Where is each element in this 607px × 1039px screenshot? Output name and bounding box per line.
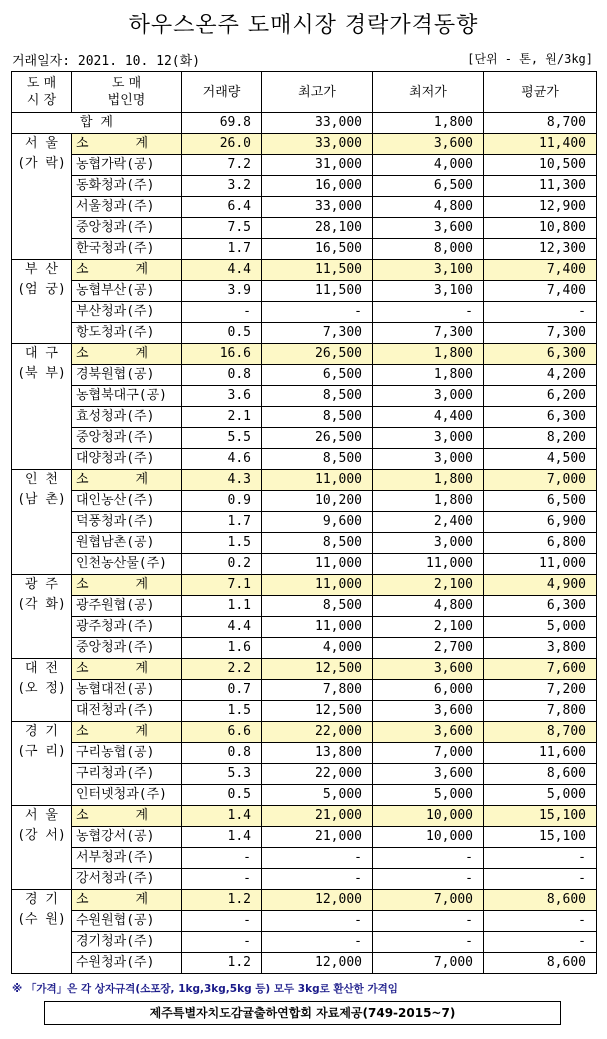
corp-name: 중앙청과(주): [72, 638, 182, 659]
volume-value: 0.8: [182, 743, 262, 764]
avg-price: 3,800: [484, 638, 597, 659]
header-market-line2: 시 장: [26, 93, 57, 108]
trade-date: 거래일자: 2021. 10. 12(화): [12, 54, 201, 69]
corp-name: 대전청과(주): [72, 701, 182, 722]
market-city: 인 천: [25, 472, 58, 487]
min-price: 3,100: [373, 281, 484, 302]
max-price: 4,000: [262, 638, 373, 659]
avg-price: 7,400: [484, 281, 597, 302]
max-price: 12,500: [262, 701, 373, 722]
market-region: [12, 575, 72, 659]
volume-value: -: [182, 302, 262, 323]
volume-value: -: [182, 869, 262, 890]
volume-value: 4.6: [182, 449, 262, 470]
source-box: 제주특별자치도감귤출하연합회 자료제공(749-2015~7): [44, 1001, 561, 1025]
max-price: 22,000: [262, 722, 373, 743]
avg-price: 11,300: [484, 176, 597, 197]
table-row: [12, 491, 597, 512]
subtotal-row: [12, 890, 597, 911]
max-price: 10,200: [262, 491, 373, 512]
corp-name: 수원청과(주): [72, 953, 182, 974]
avg-price: 6,300: [484, 596, 597, 617]
min-price: -: [373, 869, 484, 890]
max-price: 26,500: [262, 428, 373, 449]
subtotal-row: [12, 470, 597, 491]
avg-price: 4,200: [484, 365, 597, 386]
min-price: 4,400: [373, 407, 484, 428]
table-row: [12, 554, 597, 575]
market-district: (각 화): [17, 597, 66, 612]
max-price: 22,000: [262, 764, 373, 785]
volume-value: 1.2: [182, 953, 262, 974]
volume-value: 0.2: [182, 554, 262, 575]
volume-value: 1.5: [182, 701, 262, 722]
market-city: 부 산: [25, 262, 58, 277]
max-price: -: [262, 848, 373, 869]
avg-price: 4,500: [484, 449, 597, 470]
table-row: [12, 323, 597, 344]
avg-price: 10,800: [484, 218, 597, 239]
table-row: [12, 743, 597, 764]
corp-name: 효성청과(주): [72, 407, 182, 428]
volume-value: 1.5: [182, 533, 262, 554]
min-price: 7,300: [373, 323, 484, 344]
max-price: 11,000: [262, 470, 373, 491]
corp-name: 소 계: [72, 470, 182, 491]
max-price: 33,000: [262, 134, 373, 155]
corp-name: 한국청과(주): [72, 239, 182, 260]
avg-price: 7,300: [484, 323, 597, 344]
corp-name: 구리청과(주): [72, 764, 182, 785]
avg-price: 8,200: [484, 428, 597, 449]
table-row: [12, 239, 597, 260]
unit-note: [단위 - 톤, 원/3kg]: [467, 52, 593, 66]
corp-name: 수원원협(공): [72, 911, 182, 932]
avg-price: 7,200: [484, 680, 597, 701]
volume-value: -: [182, 911, 262, 932]
corp-name: 광주원협(공): [72, 596, 182, 617]
min-price: 3,000: [373, 386, 484, 407]
volume-value: 0.9: [182, 491, 262, 512]
avg-price: 6,900: [484, 512, 597, 533]
avg-price: 7,000: [484, 470, 597, 491]
max-price: 9,600: [262, 512, 373, 533]
max-price: 6,500: [262, 365, 373, 386]
min-price: 3,000: [373, 533, 484, 554]
table-row: [12, 533, 597, 554]
volume-value: 7.1: [182, 575, 262, 596]
market-district: (수 원): [17, 912, 66, 927]
market-region: [12, 890, 72, 974]
max-price: 8,500: [262, 596, 373, 617]
market-district: (남 촌): [17, 492, 66, 507]
max-price: 12,500: [262, 659, 373, 680]
max-price: 8,500: [262, 407, 373, 428]
avg-price: 5,000: [484, 785, 597, 806]
header-volume: 거래량: [182, 72, 262, 113]
market-region: [12, 659, 72, 722]
market-region: [12, 260, 72, 344]
avg-price: 8,700: [484, 722, 597, 743]
avg-price: -: [484, 911, 597, 932]
header-market: [12, 72, 72, 113]
table-row: [12, 155, 597, 176]
footnote: ※ 「가격」은 각 상자규격(소포장, 1kg,3kg,5kg 등) 모두 3kg로 환산한 가격임: [12, 983, 398, 995]
avg-price: 11,400: [484, 134, 597, 155]
table-row: [12, 512, 597, 533]
header-avg: 평균가: [484, 72, 597, 113]
avg-price: 11,000: [484, 554, 597, 575]
max-price: -: [262, 869, 373, 890]
min-price: 7,000: [373, 743, 484, 764]
min-price: 4,800: [373, 197, 484, 218]
table-row: [12, 197, 597, 218]
volume-value: 2.1: [182, 407, 262, 428]
min-price: 5,000: [373, 785, 484, 806]
volume-value: 6.4: [182, 197, 262, 218]
total-label: 합 계: [12, 113, 182, 134]
max-price: 26,500: [262, 344, 373, 365]
corp-name: 덕풍청과(주): [72, 512, 182, 533]
corp-name: 농협부산(공): [72, 281, 182, 302]
volume-value: 1.7: [182, 512, 262, 533]
corp-name: 대양청과(주): [72, 449, 182, 470]
max-price: 16,000: [262, 176, 373, 197]
max-price: 21,000: [262, 806, 373, 827]
market-district: (북 부): [17, 366, 66, 381]
min-price: -: [373, 911, 484, 932]
corp-name: 인터넷청과(주): [72, 785, 182, 806]
volume-value: 5.3: [182, 764, 262, 785]
corp-name: 소 계: [72, 134, 182, 155]
max-price: 11,000: [262, 617, 373, 638]
volume-value: 16.6: [182, 344, 262, 365]
total-min: 1,800: [373, 113, 484, 134]
corp-name: 광주청과(주): [72, 617, 182, 638]
table-row: [12, 449, 597, 470]
max-price: 7,300: [262, 323, 373, 344]
avg-price: 6,800: [484, 533, 597, 554]
min-price: 3,600: [373, 659, 484, 680]
table-row: [12, 701, 597, 722]
max-price: 11,000: [262, 554, 373, 575]
min-price: 2,400: [373, 512, 484, 533]
subtotal-row: [12, 659, 597, 680]
max-price: 8,500: [262, 533, 373, 554]
corp-name: 구리농협(공): [72, 743, 182, 764]
min-price: 10,000: [373, 827, 484, 848]
volume-value: 0.5: [182, 323, 262, 344]
avg-price: 6,500: [484, 491, 597, 512]
max-price: 11,000: [262, 575, 373, 596]
min-price: 7,000: [373, 953, 484, 974]
min-price: 3,600: [373, 134, 484, 155]
max-price: 31,000: [262, 155, 373, 176]
avg-price: 7,800: [484, 701, 597, 722]
table-row: [12, 911, 597, 932]
corp-name: 소 계: [72, 260, 182, 281]
volume-value: 5.5: [182, 428, 262, 449]
max-price: 21,000: [262, 827, 373, 848]
volume-value: 0.5: [182, 785, 262, 806]
table-row: [12, 407, 597, 428]
corp-name: 소 계: [72, 722, 182, 743]
corp-name: 소 계: [72, 890, 182, 911]
corp-name: 인천농산물(주): [72, 554, 182, 575]
table-row: [12, 281, 597, 302]
corp-name: 소 계: [72, 806, 182, 827]
volume-value: 2.2: [182, 659, 262, 680]
min-price: 3,600: [373, 701, 484, 722]
market-district: (엄 궁): [17, 282, 66, 297]
market-region: [12, 722, 72, 806]
total-volume: 69.8: [182, 113, 262, 134]
max-price: 5,000: [262, 785, 373, 806]
volume-value: 7.2: [182, 155, 262, 176]
avg-price: -: [484, 932, 597, 953]
min-price: 11,000: [373, 554, 484, 575]
page-title: 하우스온주 도매시장 경락가격동향: [128, 13, 479, 38]
market-region: [12, 806, 72, 890]
market-district: (강 서): [17, 828, 66, 843]
max-price: -: [262, 302, 373, 323]
max-price: 8,500: [262, 386, 373, 407]
avg-price: 6,300: [484, 407, 597, 428]
header-market-line1: 도 매: [26, 76, 57, 91]
header-min: 최저가: [373, 72, 484, 113]
max-price: -: [262, 932, 373, 953]
header-max: 최고가: [262, 72, 373, 113]
table-row: [12, 764, 597, 785]
volume-value: 3.2: [182, 176, 262, 197]
table-row: [12, 176, 597, 197]
total-max: 33,000: [262, 113, 373, 134]
total-avg: 8,700: [484, 113, 597, 134]
avg-price: 15,100: [484, 806, 597, 827]
subtotal-row: [12, 722, 597, 743]
table-row: [12, 218, 597, 239]
corp-name: 항도청과(주): [72, 323, 182, 344]
volume-value: 7.5: [182, 218, 262, 239]
market-region: [12, 134, 72, 260]
table-row: [12, 680, 597, 701]
avg-price: 12,900: [484, 197, 597, 218]
avg-price: 5,000: [484, 617, 597, 638]
min-price: 4,800: [373, 596, 484, 617]
table-row: [12, 932, 597, 953]
avg-price: 4,900: [484, 575, 597, 596]
table-row: [12, 848, 597, 869]
avg-price: -: [484, 302, 597, 323]
min-price: 2,100: [373, 617, 484, 638]
min-price: 4,000: [373, 155, 484, 176]
corp-name: 강서청과(주): [72, 869, 182, 890]
market-region: [12, 344, 72, 470]
corp-name: 농협강서(공): [72, 827, 182, 848]
volume-value: 3.9: [182, 281, 262, 302]
corp-name: 농협북대구(공): [72, 386, 182, 407]
max-price: 12,000: [262, 953, 373, 974]
corp-name: 소 계: [72, 659, 182, 680]
table-row: [12, 302, 597, 323]
table-row: [12, 596, 597, 617]
min-price: 2,700: [373, 638, 484, 659]
avg-price: -: [484, 869, 597, 890]
corp-name: 소 계: [72, 575, 182, 596]
volume-value: 1.2: [182, 890, 262, 911]
corp-name: 동화청과(주): [72, 176, 182, 197]
header-corp-line2: 법인명: [107, 93, 146, 108]
market-region: [12, 470, 72, 575]
subtotal-row: [12, 134, 597, 155]
min-price: -: [373, 932, 484, 953]
volume-value: 1.4: [182, 827, 262, 848]
min-price: 10,000: [373, 806, 484, 827]
volume-value: 4.3: [182, 470, 262, 491]
max-price: 11,500: [262, 281, 373, 302]
max-price: 28,100: [262, 218, 373, 239]
corp-name: 원협남촌(공): [72, 533, 182, 554]
avg-price: 8,600: [484, 890, 597, 911]
table-row: [12, 638, 597, 659]
max-price: -: [262, 911, 373, 932]
max-price: 8,500: [262, 449, 373, 470]
avg-price: 6,200: [484, 386, 597, 407]
min-price: -: [373, 302, 484, 323]
corp-name: 중앙청과(주): [72, 218, 182, 239]
corp-name: 서울청과(주): [72, 197, 182, 218]
header-corp-line1: 도 매: [111, 76, 142, 91]
market-city: 광 주: [25, 577, 58, 592]
avg-price: 11,600: [484, 743, 597, 764]
max-price: 11,500: [262, 260, 373, 281]
min-price: 3,100: [373, 260, 484, 281]
table-row: [12, 953, 597, 974]
table-row: [12, 785, 597, 806]
min-price: 3,000: [373, 449, 484, 470]
avg-price: 10,500: [484, 155, 597, 176]
corp-name: 경기청과(주): [72, 932, 182, 953]
volume-value: 26.0: [182, 134, 262, 155]
volume-value: 0.7: [182, 680, 262, 701]
volume-value: -: [182, 932, 262, 953]
min-price: 6,500: [373, 176, 484, 197]
table-row: [12, 428, 597, 449]
total-row: [12, 113, 597, 134]
corp-name: 중앙청과(주): [72, 428, 182, 449]
corp-name: 대인농산(주): [72, 491, 182, 512]
price-table: [11, 71, 597, 974]
subtotal-row: [12, 260, 597, 281]
market-district: (가 락): [17, 156, 66, 171]
table-row: [12, 617, 597, 638]
min-price: 3,000: [373, 428, 484, 449]
avg-price: -: [484, 848, 597, 869]
volume-value: 1.6: [182, 638, 262, 659]
max-price: 12,000: [262, 890, 373, 911]
min-price: 1,800: [373, 344, 484, 365]
min-price: 7,000: [373, 890, 484, 911]
market-city: 대 전: [25, 661, 58, 676]
min-price: 1,800: [373, 491, 484, 512]
min-price: 8,000: [373, 239, 484, 260]
avg-price: 8,600: [484, 953, 597, 974]
min-price: 6,000: [373, 680, 484, 701]
table-row: [12, 869, 597, 890]
corp-name: 농협대전(공): [72, 680, 182, 701]
corp-name: 부산청과(주): [72, 302, 182, 323]
volume-value: 4.4: [182, 260, 262, 281]
max-price: 33,000: [262, 197, 373, 218]
market-city: 경 기: [25, 724, 58, 739]
corp-name: 소 계: [72, 344, 182, 365]
volume-value: 1.1: [182, 596, 262, 617]
avg-price: 15,100: [484, 827, 597, 848]
avg-price: 8,600: [484, 764, 597, 785]
volume-value: 0.8: [182, 365, 262, 386]
corp-name: 경북원협(공): [72, 365, 182, 386]
corp-name: 서부청과(주): [72, 848, 182, 869]
market-district: (오 정): [17, 681, 66, 696]
volume-value: -: [182, 848, 262, 869]
avg-price: 6,300: [484, 344, 597, 365]
market-city: 대 구: [25, 346, 58, 361]
corp-name: 농협가락(공): [72, 155, 182, 176]
volume-value: 6.6: [182, 722, 262, 743]
market-city: 경 기: [25, 892, 58, 907]
subtotal-row: [12, 575, 597, 596]
min-price: 3,600: [373, 764, 484, 785]
min-price: 3,600: [373, 218, 484, 239]
max-price: 7,800: [262, 680, 373, 701]
avg-price: 7,400: [484, 260, 597, 281]
subtotal-row: [12, 806, 597, 827]
table-row: [12, 365, 597, 386]
market-district: (구 리): [17, 744, 66, 759]
subtotal-row: [12, 344, 597, 365]
market-city: 서 울: [25, 808, 58, 823]
min-price: -: [373, 848, 484, 869]
min-price: 1,800: [373, 365, 484, 386]
max-price: 13,800: [262, 743, 373, 764]
table-row: [12, 827, 597, 848]
table-row: [12, 386, 597, 407]
avg-price: 7,600: [484, 659, 597, 680]
header-corp: [72, 72, 182, 113]
min-price: 3,600: [373, 722, 484, 743]
header-row: [12, 72, 597, 113]
volume-value: 1.7: [182, 239, 262, 260]
min-price: 1,800: [373, 470, 484, 491]
avg-price: 12,300: [484, 239, 597, 260]
min-price: 2,100: [373, 575, 484, 596]
volume-value: 4.4: [182, 617, 262, 638]
max-price: 16,500: [262, 239, 373, 260]
volume-value: 1.4: [182, 806, 262, 827]
market-city: 서 울: [25, 136, 58, 151]
volume-value: 3.6: [182, 386, 262, 407]
